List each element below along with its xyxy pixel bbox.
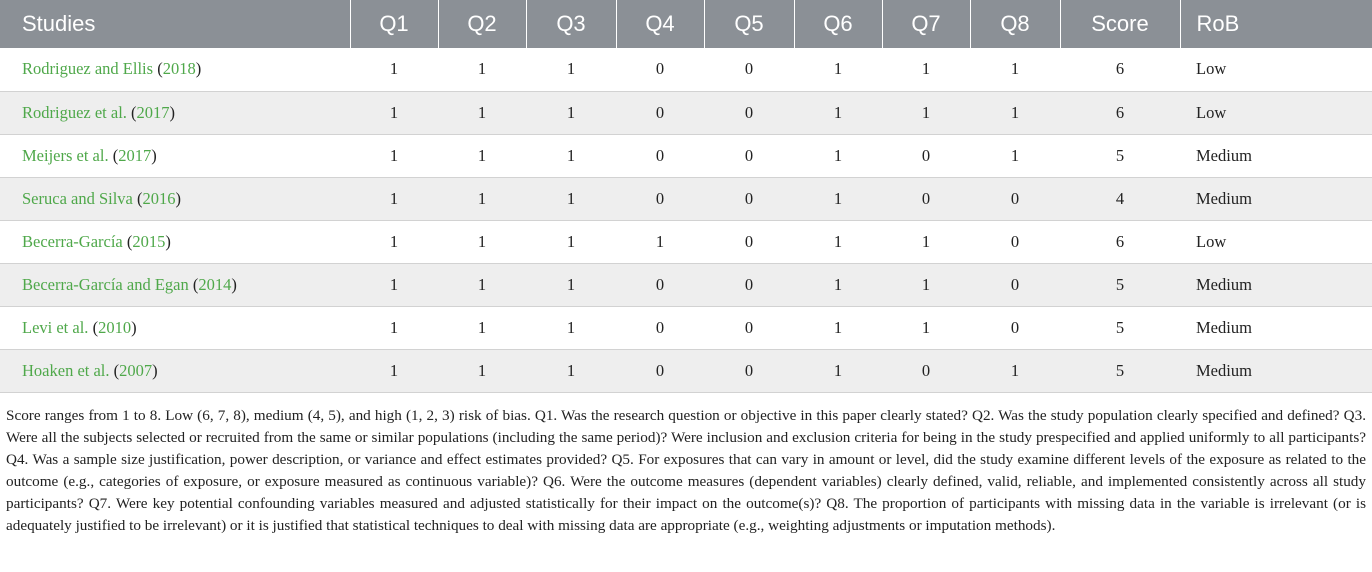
q2-cell: 1 <box>438 177 526 220</box>
q1-cell: 1 <box>350 220 438 263</box>
rob-cell: Medium <box>1180 134 1372 177</box>
study-year-link[interactable]: 2014 <box>198 274 232 294</box>
table-row <box>0 134 1372 177</box>
q5-cell: 0 <box>704 134 794 177</box>
q4-cell: 0 <box>616 91 704 134</box>
q2-cell: 1 <box>438 48 526 91</box>
q7-cell: 0 <box>882 177 970 220</box>
q2-cell: 1 <box>438 220 526 263</box>
score-cell: 4 <box>1060 177 1180 220</box>
study-cell: Becerra-García (2015) <box>0 220 350 263</box>
q7-cell: 0 <box>882 349 970 392</box>
q5-cell: 0 <box>704 306 794 349</box>
header-q4: Q4 <box>616 0 704 48</box>
header-score: Score <box>1060 0 1180 48</box>
table-row <box>0 306 1372 349</box>
q3-cell: 1 <box>526 263 616 306</box>
q5-cell: 0 <box>704 91 794 134</box>
q2-cell: 1 <box>438 306 526 349</box>
table-row <box>0 263 1372 306</box>
q7-cell: 1 <box>882 91 970 134</box>
q5-cell: 0 <box>704 349 794 392</box>
q1-cell: 1 <box>350 349 438 392</box>
study-year-link[interactable]: 2007 <box>119 360 153 380</box>
q8-cell: 1 <box>970 134 1060 177</box>
q4-cell: 0 <box>616 48 704 91</box>
study-author-link[interactable]: Hoaken et al. <box>22 360 110 380</box>
q8-cell: 1 <box>970 349 1060 392</box>
study-author-link[interactable]: Rodriguez et al. <box>22 102 127 122</box>
q4-cell: 0 <box>616 306 704 349</box>
q6-cell: 1 <box>794 177 882 220</box>
q2-cell: 1 <box>438 263 526 306</box>
q3-cell: 1 <box>526 134 616 177</box>
header-q3: Q3 <box>526 0 616 48</box>
q6-cell: 1 <box>794 220 882 263</box>
q7-cell: 1 <box>882 263 970 306</box>
header-q2: Q2 <box>438 0 526 48</box>
study-cell: Rodriguez et al. (2017) <box>0 91 350 134</box>
q7-cell: 1 <box>882 306 970 349</box>
q1-cell: 1 <box>350 177 438 220</box>
study-author-link[interactable]: Meijers et al. <box>22 145 109 165</box>
table-row <box>0 349 1372 392</box>
header-q7: Q7 <box>882 0 970 48</box>
rob-cell: Low <box>1180 48 1372 91</box>
study-author-link[interactable]: Rodriguez and Ellis <box>22 59 154 79</box>
q5-cell: 0 <box>704 263 794 306</box>
q1-cell: 1 <box>350 263 438 306</box>
study-cell: Levi et al. (2010) <box>0 306 350 349</box>
header-row <box>0 0 1372 48</box>
q8-cell: 0 <box>970 306 1060 349</box>
q6-cell: 1 <box>794 134 882 177</box>
q4-cell: 0 <box>616 177 704 220</box>
q4-cell: 0 <box>616 134 704 177</box>
q3-cell: 1 <box>526 349 616 392</box>
table-body <box>0 48 1372 392</box>
study-year-link[interactable]: 2010 <box>98 317 132 337</box>
q3-cell: 1 <box>526 48 616 91</box>
q8-cell: 0 <box>970 220 1060 263</box>
q2-cell: 1 <box>438 349 526 392</box>
header-rob: RoB <box>1180 0 1372 48</box>
q3-cell: 1 <box>526 91 616 134</box>
rob-cell: Medium <box>1180 306 1372 349</box>
study-author-link[interactable]: Becerra-García <box>22 231 123 251</box>
study-year-link[interactable]: 2017 <box>136 102 170 122</box>
table-row <box>0 48 1372 91</box>
score-cell: 5 <box>1060 349 1180 392</box>
q1-cell: 1 <box>350 306 438 349</box>
header-q6: Q6 <box>794 0 882 48</box>
q2-cell: 1 <box>438 134 526 177</box>
study-author-link[interactable]: Levi et al. <box>22 317 89 337</box>
study-year-link[interactable]: 2018 <box>162 59 196 79</box>
q3-cell: 1 <box>526 177 616 220</box>
q4-cell: 0 <box>616 349 704 392</box>
rob-cell: Low <box>1180 91 1372 134</box>
q5-cell: 0 <box>704 220 794 263</box>
score-cell: 6 <box>1060 220 1180 263</box>
q7-cell: 1 <box>882 220 970 263</box>
header-q1: Q1 <box>350 0 438 48</box>
q8-cell: 0 <box>970 263 1060 306</box>
table-header <box>0 0 1372 48</box>
study-year-link[interactable]: 2017 <box>118 145 152 165</box>
study-cell: Seruca and Silva (2016) <box>0 177 350 220</box>
study-year-link[interactable]: 2015 <box>132 231 166 251</box>
study-cell: Becerra-García and Egan (2014) <box>0 263 350 306</box>
study-cell: Hoaken et al. (2007) <box>0 349 350 392</box>
q6-cell: 1 <box>794 263 882 306</box>
score-cell: 5 <box>1060 306 1180 349</box>
q8-cell: 1 <box>970 91 1060 134</box>
table-row <box>0 220 1372 263</box>
header-q5: Q5 <box>704 0 794 48</box>
table-footnote: Score ranges from 1 to 8. Low (6, 7, 8), medium (4, 5), and high (1, 2, 3) risk of bias. Q1. Was the research question or objective in this paper clearly stated? Q2. Was the study population clearly specified and defined? Q3. Were all the subjects selected or recruited from the same or similar populations (including the same period)? Were inclusion and exclusion criteria for being in the study prespecified and applied uniformly to all participants? Q4. Was a sample size justification, power description, or variance and effect estimates provided? Q5. For exposures that can vary in amount or level, did the study examine different levels of the exposure as related to the outcome (e.g., categories of exposure, or exposure measured as continuous variable)? Q6. Were the outcome measures (dependent variables) clearly defined, valid, reliable, and implemented consistently across all study participants? Q7. Were key potential confounding variables measured and adjusted statistically for their impact on the outcome(s)? Q8. The proportion of participants with missing data in the variable is irrelevant (or is adequately justified to be irrelevant) or it is justified that statistical techniques to deal with missing data are appropriate (e.g., weighting adjustments or imputation methods). <box>6 406 1366 534</box>
q7-cell: 0 <box>882 134 970 177</box>
q6-cell: 1 <box>794 48 882 91</box>
q6-cell: 1 <box>794 91 882 134</box>
q1-cell: 1 <box>350 134 438 177</box>
score-cell: 5 <box>1060 263 1180 306</box>
study-author-link[interactable]: Becerra-García and Egan <box>22 274 189 294</box>
study-year-link[interactable]: 2016 <box>142 188 176 208</box>
header-studies: Studies <box>22 11 96 36</box>
q6-cell: 1 <box>794 349 882 392</box>
q7-cell: 1 <box>882 48 970 91</box>
study-cell: Meijers et al. (2017) <box>0 134 350 177</box>
rob-cell: Low <box>1180 220 1372 263</box>
q1-cell: 1 <box>350 48 438 91</box>
q8-cell: 0 <box>970 177 1060 220</box>
score-cell: 6 <box>1060 91 1180 134</box>
q2-cell: 1 <box>438 91 526 134</box>
q4-cell: 0 <box>616 263 704 306</box>
q5-cell: 0 <box>704 48 794 91</box>
study-cell: Rodriguez and Ellis (2018) <box>0 48 350 91</box>
q1-cell: 1 <box>350 91 438 134</box>
q4-cell: 1 <box>616 220 704 263</box>
header-q8: Q8 <box>970 0 1060 48</box>
q3-cell: 1 <box>526 220 616 263</box>
rob-cell: Medium <box>1180 177 1372 220</box>
table-row <box>0 91 1372 134</box>
score-cell: 6 <box>1060 48 1180 91</box>
study-author-link[interactable]: Seruca and Silva <box>22 188 133 208</box>
q5-cell: 0 <box>704 177 794 220</box>
q3-cell: 1 <box>526 306 616 349</box>
score-cell: 5 <box>1060 134 1180 177</box>
rob-cell: Medium <box>1180 263 1372 306</box>
q6-cell: 1 <box>794 306 882 349</box>
table-row <box>0 177 1372 220</box>
q8-cell: 1 <box>970 48 1060 91</box>
rob-cell: Medium <box>1180 349 1372 392</box>
